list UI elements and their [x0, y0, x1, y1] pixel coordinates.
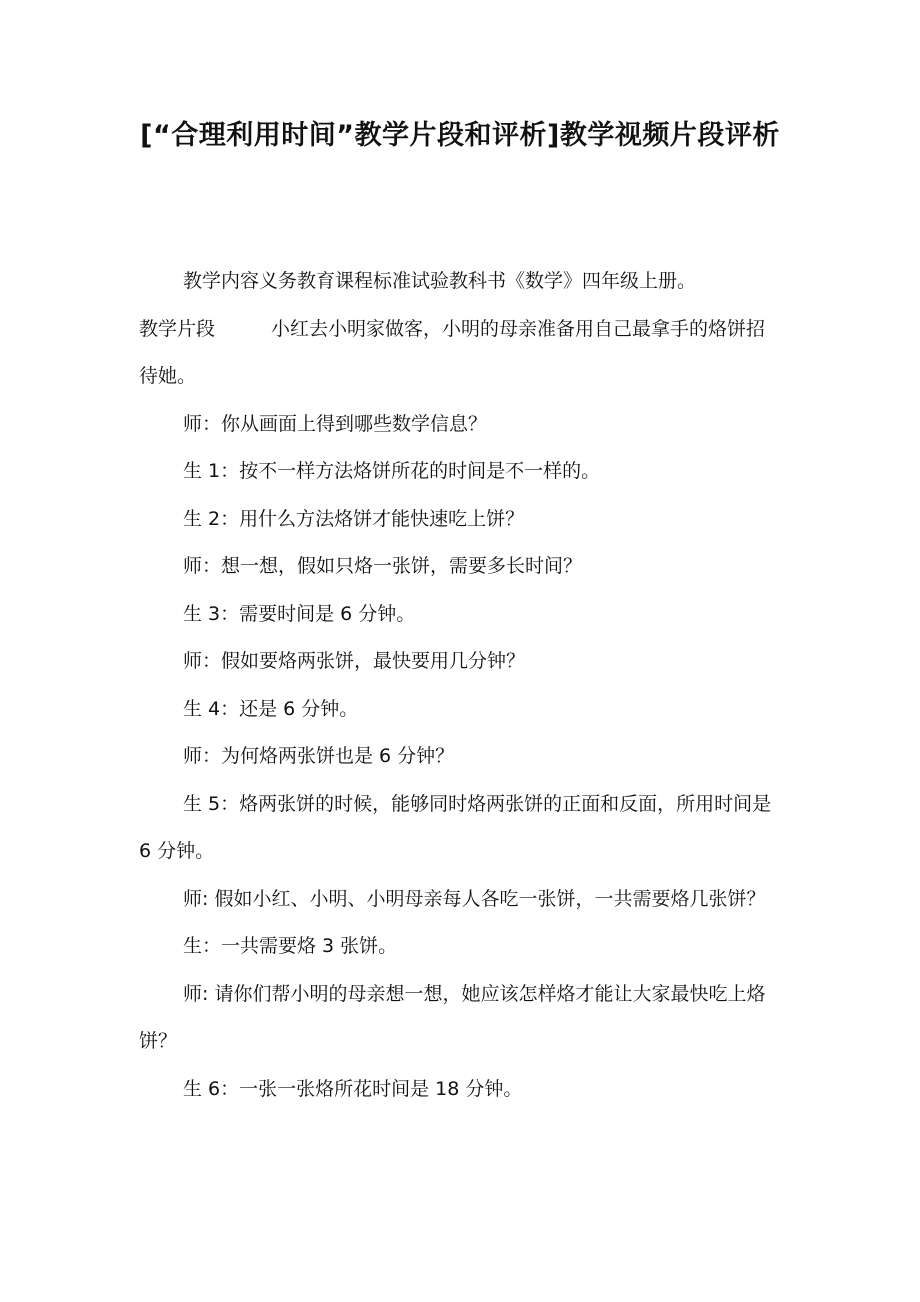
dialogue-line: 生 2：用什么方法烙饼才能快速吃上饼？ — [183, 507, 525, 530]
dialogue-line: 生 4：还是 6 分钟。 — [183, 697, 359, 720]
segment-label: 教学片段 — [139, 317, 216, 340]
document-title: [“合理利用时间”教学片段和评析]教学视频片段评析 — [140, 120, 780, 151]
dialogue-line: 生 6：一张一张烙所花时间是 18 分钟。 — [183, 1077, 523, 1100]
dialogue-line: 师: 假如小红、小明、小明母亲每人各吃一张饼，一共需要烙几张饼？ — [183, 887, 766, 910]
dialogue-line: 师: 请你们帮小明的母亲想一想，她应该怎样烙才能让大家最快吃上烙饼？ — [139, 982, 766, 1052]
dialogue-line: 师：想一想，假如只烙一张饼，需要多长时间？ — [183, 555, 583, 577]
dialogue-line: 师：为何烙两张饼也是 6 分钟？ — [183, 745, 455, 767]
paragraph-segment — [139, 306, 784, 401]
dialogue-line: 师：假如要烙两张饼，最快要用几分钟？ — [183, 650, 526, 672]
paragraph-content: 教学内容义务教育课程标准试验教科书《数学》四年级上册。 — [183, 270, 697, 292]
dialogue-line: 生 5：烙两张饼的时候，能够同时烙两张饼的正面和反面，所用时间是 6 分钟。 — [139, 792, 772, 862]
dialogue-line: 师：你从画面上得到哪些数学信息？ — [183, 412, 488, 435]
segment-text: 小红去小明家做客，小明的母亲准备用自己最拿手的烙饼招待她。 — [139, 317, 766, 387]
dialogue-line: 生：一共需要烙 3 张饼。 — [183, 935, 398, 957]
dialogue-line: 生 3：需要时间是 6 分钟。 — [183, 602, 416, 625]
dialogue-line: 生 1：按不一样方法烙饼所花的时间是不一样的。 — [183, 460, 601, 482]
document-body — [139, 258, 784, 1113]
